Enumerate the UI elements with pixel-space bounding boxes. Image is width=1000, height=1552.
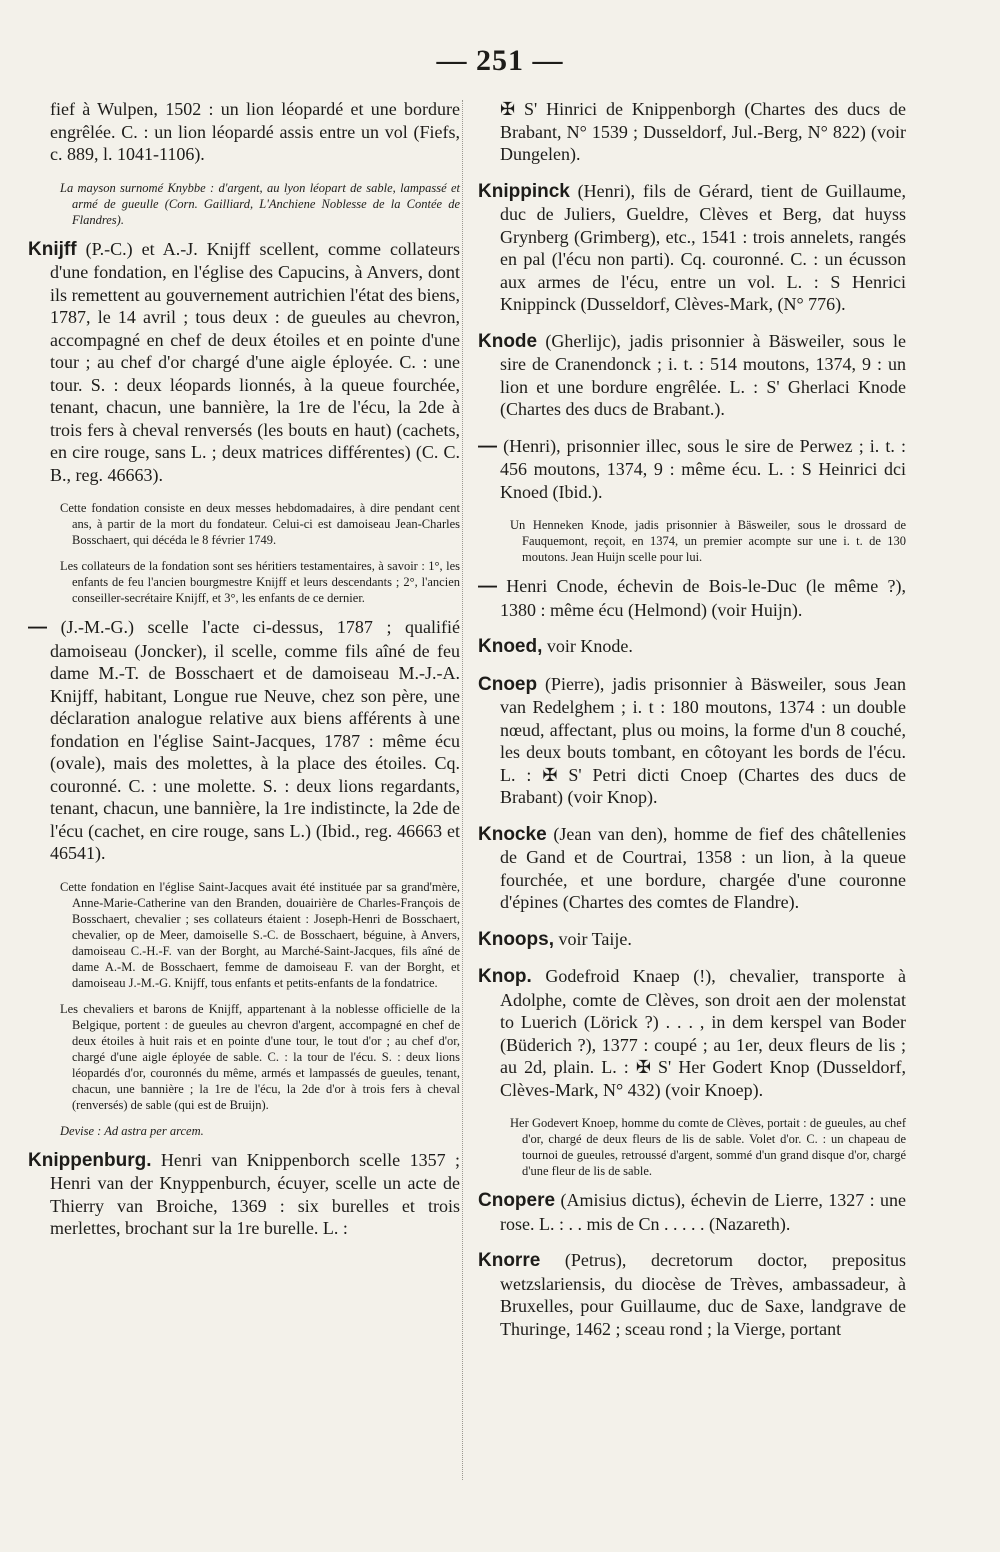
- footnote-paragraph: La mayson surnomé Knybbe : d'argent, au lyon léopart de sable, lampassé et armé de gueulle (Corn. Gailliard, L'Anchiene Noblesse de la Contée de Flandres).: [60, 180, 460, 227]
- dictionary-entry: [478, 180, 906, 316]
- entry-text: (J.-M.-G.) scelle l'acte ci-dessus, 1787 ; qualifié damoiseau (Joncker), il scelle, comme fils aîné de feu dame M.-T. de Bosschaert et de damoiseau M.-J.-A. Knijff, habitant, Longue rue Neuve, chez son père, une déclaration analogue relative aux biens afférents à une fondation en l'église Saint-Jacques, 1787 : même écu (ovale), mais des molettes, à la place des étoiles. Cq. couronné. C. : une molette. S. : deux lions regardants, tenant, chacun, une bannière, la 1re indistincte, la 2de de l'écu (cachet, en cire rouge, sans L.) (Ibid., reg. 46663 et 46541).: [50, 617, 461, 863]
- dictionary-entry: [28, 238, 460, 487]
- dictionary-entry: [478, 965, 906, 1101]
- footnote-paragraph: Her Godevert Knoep, homme du comte de Clèves, portait : de gueules, au chef d'or, chargé de deux fleurs de lis de sable. Volet d'or. C. : un chapeau de tournoi de gueules, retroussé d'argent, sommé d'un grand disque d'or, chargé d'une fleur de lis de sable.: [510, 1116, 906, 1178]
- entry-headword: Knode: [478, 330, 538, 352]
- entry-text: (Gherlijc), jadis prisonnier à Bäsweiler, sous le sire de Cranendonck ; i. t. : 514 moutons, 1374, 9 : un lion et une bordure engrêlée. L. : S' Gherlaci Knode (Chartes des ducs de Brabant.).: [500, 330, 907, 419]
- entry-text: (Amisius dictus), échevin de Lierre, 1327 : une rose. L. : . . mis de Cn . . . . . (Nazareth).: [500, 1190, 906, 1234]
- entry-text: (P.-C.) et A.-J. Knijff scellent, comme collateurs d'une fondation, en l'église des Capucins, à Anvers, dont ils remettent au gouvernement autrichien l'état des biens, 1787, le 14 avril ; tous deux : de gueules au chevron, accompagné en chef de deux étoiles et en pointe d'une tour ; au chef d'or chargé d'une aigle éployée. C. : une tour. S. : deux léopards lionnés, à la queue fourchée, tenant, chacun, une bannière, la 1re de l'écu, la 2de à trois fers à cheval renversés (les bouts en haut) (cachets, en cire rouge, sans L. ; deux matrices différentes) (C. C. B., reg. 46663).: [50, 238, 461, 485]
- entry-text: (Petrus), decretorum doctor, prepositus wetzslariensis, du diocèse de Trèves, ambassadeur, à Bruxelles, pour Guillaume, duc de Saxe, landgrave de Thuringe, 1462 ; sceau rond ; la Vierge, portant: [500, 1250, 906, 1339]
- footnote-paragraph: Devise : Ad astra per arcem.: [60, 1123, 204, 1138]
- entry-text: voir Knode.: [546, 636, 633, 656]
- dictionary-entry: [478, 928, 906, 952]
- footnote-paragraph: Les collateurs de la fondation sont ses héritiers testamentaires, à savoir : 1°, les enfants de feu l'ancien bourgmestre Knijff et leurs descendants ; 2°, l'ancien conseiller-secrétaire Knijff, et 3°, les enfants de ce dernier.: [60, 559, 460, 605]
- entry-continuation: fief à Wulpen, 1502 : un lion léopardé et une bordure engrêlée. C. : un lion léopardé assis entre un vol (Fiefs, c. 889, l. 1041-1106).: [50, 99, 460, 164]
- entry-headword: —: [478, 435, 497, 457]
- dictionary-entry: [478, 635, 906, 659]
- entry-text: voir Taije.: [558, 928, 632, 949]
- entry-text: (Henri), prisonnier illec, sous le sire de Perwez ; i. t. : 456 moutons, 1374, 9 : même écu. L. : S Heinrici dci Knoed (Ibid.).: [500, 435, 906, 502]
- entry-headword: Knoed,: [478, 636, 543, 657]
- footnote-paragraph: Cette fondation consiste en deux messes hebdomadaires, à dire pendant cent ans, à partir de la mort du fondateur. Celui-ci est damoiseau Jean-Charles Bosschaert, qui décéda le 8 février 1749.: [60, 501, 460, 547]
- dictionary-entry: [28, 616, 460, 865]
- footnote-paragraph: Un Henneken Knode, jadis prisonnier à Bäsweiler, sous le drossard de Fauquemont, reçoit, en 1374, un premier acompte sur une i. t. de 130 moutons. Jean Huijn scelle pour lui.: [510, 518, 906, 564]
- entry-text: (Henri), fils de Gérard, tient de Guillaume, duc de Juliers, Gueldre, Clèves et Berg, dat huyss Grynberg (Grimberg), etc., 1541 : trois annelets, rangés en pal (l'écu non parti). Cq. couronné. C. : un écusson aux armes de l'écu, entre un vol. L. : S Henrici Knippinck (Dusseldorf, Clèves-Mark, (N° 776).: [500, 180, 907, 314]
- dictionary-entry: [478, 673, 906, 809]
- entry-text: (Jean van den), homme de fief des châtellenies de Gand et de Courtrai, 1358 : un lion, à la queue fourchée, et une bordure, chargée d'une couronne d'épines (Chartes des comtes de Flandre).: [500, 823, 906, 912]
- entry-headword: Knop.: [478, 966, 532, 987]
- entry-text: (Pierre), jadis prisonnier à Bäsweiler, sous Jean van Redelghem ; i. t : 180 moutons, 1374 : un double nœud, affectant, plus ou moins, la forme d'un 8 couché, les deux bouts tombant, en côtoyant les bords de l'écu. L. : ✠ S' Petri dicti Cnoep (Chartes des ducs de Brabant) (voir Knop).: [500, 673, 907, 807]
- dictionary-entry: [28, 1149, 460, 1240]
- column-divider: [462, 100, 463, 1480]
- dictionary-entry: [478, 575, 906, 621]
- entry-text: Henri Cnode, échevin de Bois-le-Duc (le même ?), 1380 : même écu (Helmond) (voir Huijn).: [500, 576, 906, 620]
- entry-headword: Knorre: [478, 1250, 541, 1271]
- dictionary-entry: [478, 1189, 906, 1235]
- page-number: — 251 —: [436, 44, 564, 77]
- entry-headword: Knijff: [28, 238, 77, 260]
- left-column: [28, 98, 460, 1254]
- dictionary-entry: [478, 1249, 906, 1340]
- footnote-paragraph: Cette fondation en l'église Saint-Jacques avait été instituée par sa grand'mère, Anne-Marie-Catherine van den Branden, douairière de Charles-François de Bosschaert, chevalier ; ses collateurs étaient : Joseph-Henri de Bosschaert, chevalier, op de Meer, damoiselle S.-C. de Bosschaert, béguine, à Anvers, damoiseau C.-H.-F. van der Borght, au Marché-Saint-Jacques, fils aîné de dame A.-M. de Bosschaert, femme de damoiseau F. van der Borght, et damoiseau J.-M.-G. Knijff, tous enfants et petits-enfants de la fondatrice.: [60, 879, 460, 990]
- entry-headword: —: [478, 576, 497, 597]
- entry-headword: Knocke: [478, 823, 547, 845]
- entry-headword: Knippinck: [478, 180, 570, 202]
- entry-headword: Knoops,: [478, 928, 554, 950]
- right-column: [478, 98, 906, 1354]
- footnote-paragraph: Les chevaliers et barons de Knijff, appartenant à la noblesse officielle de la Belgique, portent : de gueules au chevron d'argent, accompagné en chef de deux étoiles à huit rais et en pointe d'une tour, le tout d'or ; au chef d'or, chargé d'une aigle éployée de sable. C. : la tour de l'écu. S. : deux lions léopardés d'or, couronnés du même, armés et lampassés de gueules, tenant, chacun, une bannière ; la 1re de l'écu, la 2de d'or à trois fers à cheval (renversés) de sable (qui est de Bruijn).: [60, 1001, 460, 1112]
- entry-headword: —: [28, 617, 47, 638]
- dictionary-entry: [478, 330, 906, 421]
- dictionary-entry: [478, 823, 906, 914]
- entry-continuation: ✠ S' Hinrici de Knippenborgh (Chartes des ducs de Brabant, N° 1539 ; Dusseldorf, Jul.-Berg, N° 822) (voir Dungelen).: [500, 99, 906, 164]
- entry-headword: Cnopere: [478, 1190, 556, 1211]
- entry-headword: Cnoep: [478, 673, 538, 695]
- entry-text: Henri van Knippenborch scelle 1357 ; Henri van der Knyppenburch, écuyer, scelle un acte de Thierry van Broiche, 1369 : six burelles et trois merlettes, brochant sur la 1re burelle. L. :: [50, 1149, 461, 1238]
- dictionary-entry: [478, 435, 906, 504]
- entry-headword: Knippenburg.: [28, 1149, 152, 1171]
- entry-text: Godefroid Knaep (!), chevalier, transporte à Adolphe, comte de Clèves, son droit aen der molenstat to Luerich (Lörick ?) . . . , in dem kerspel van Boder (Büderich ?), 1377 : coupé ; au 1er, deux fleurs de lis ; au 2d, plain. L. : ✠ S' Her Godert Knop (Dusseldorf, Clèves-Mark, N° 432) (voir Knoep).: [500, 966, 907, 1100]
